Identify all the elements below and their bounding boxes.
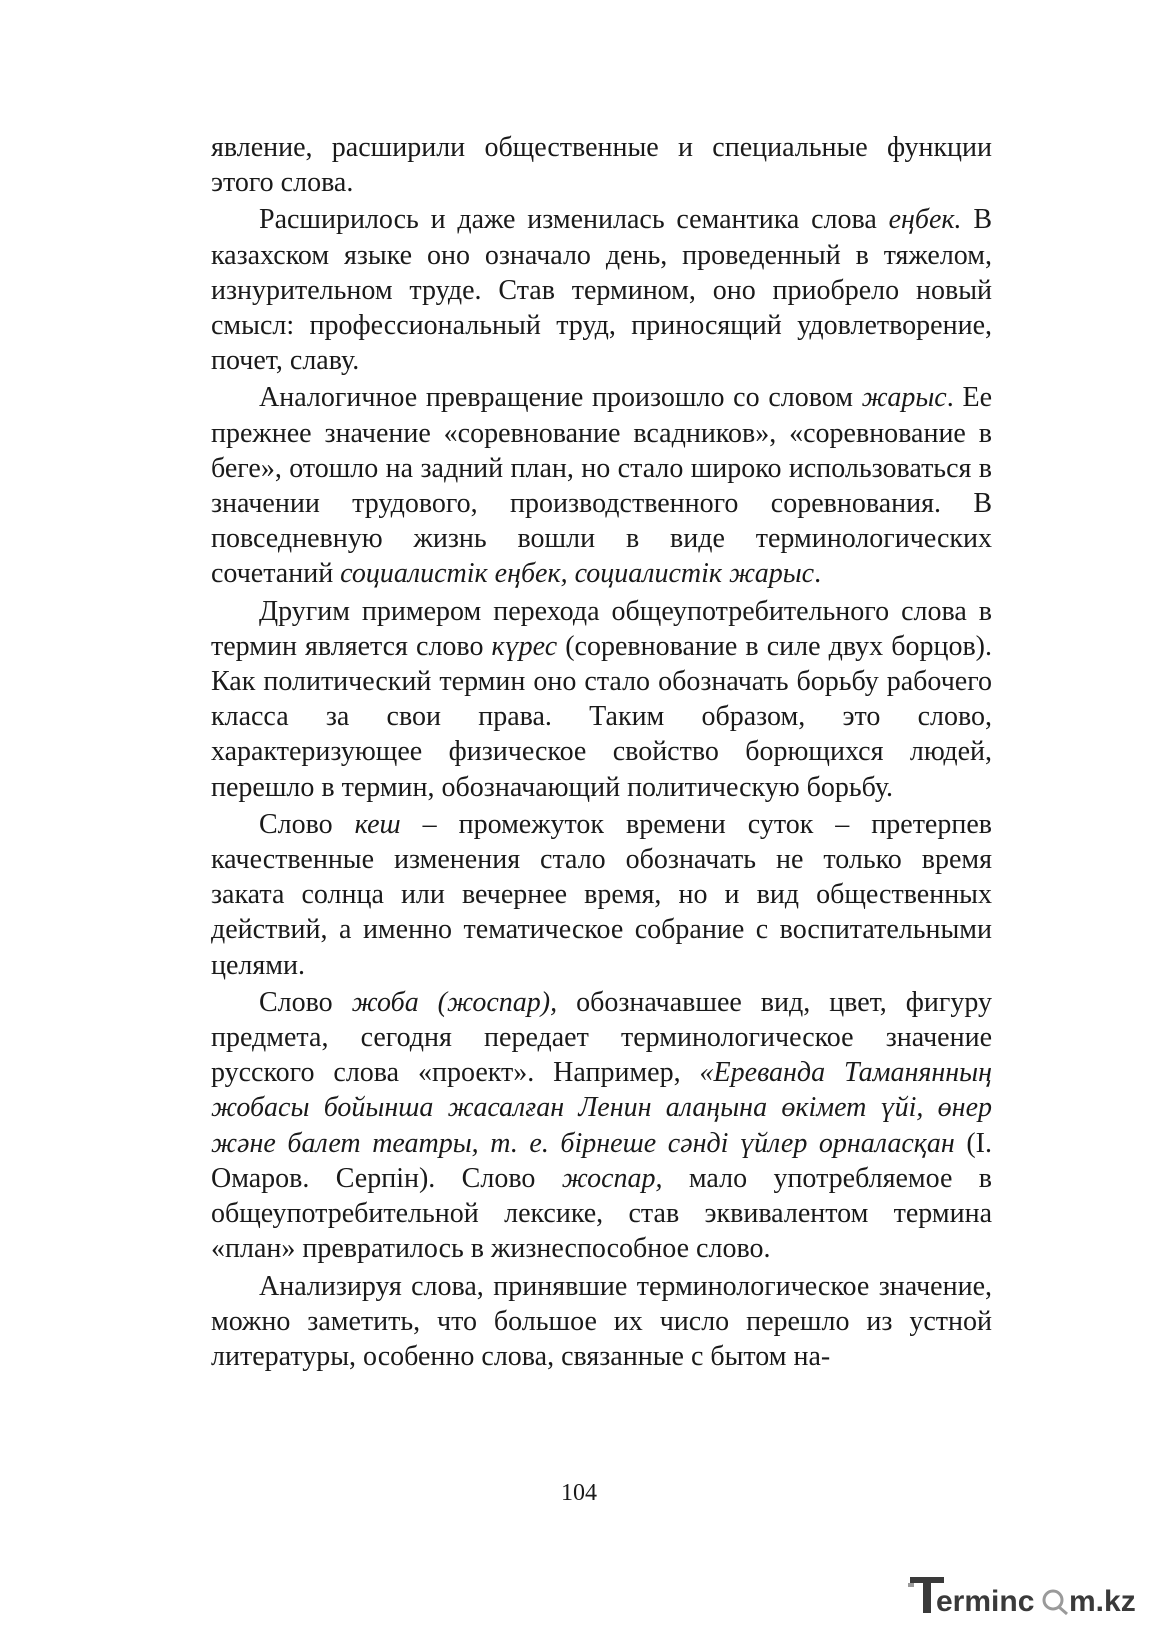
text-run: (І. Омаров. Серпін). Слово xyxy=(211,1127,992,1194)
text-run: явление, расширили общественные и специальные функции этого слова. xyxy=(211,132,992,199)
italic-term: жоспар, xyxy=(561,1162,663,1194)
italic-term: кеш xyxy=(354,808,401,840)
paragraph xyxy=(211,202,992,378)
text-run: – промежуток времени суток – претерпев качественные изменения стало обозначать не только время заката солнца или вечернее время, но и вид общественных действий, а именно тематическое собрание с воспитательными целями. xyxy=(211,808,992,981)
svg-text:m.kz: m.kz xyxy=(1069,1585,1136,1618)
text-run: обозначавшее вид, цвет, фигуру предмета, сегодня передает терминологическое значение русского слова «проект». Например, xyxy=(211,986,993,1089)
text-run: Слово xyxy=(259,986,352,1018)
svg-text:erminc: erminc xyxy=(936,1585,1035,1618)
text-run: Другим примером перехода общеупотребительного слова в термин является слово xyxy=(211,595,992,662)
text-run: В казахском языке оно означало день, проведенный в тяжелом, изнурительном труде. Став термином, оно приобрело новый смысл: профессиональный труд, приносящий удовлетворение, почет, славу. xyxy=(211,204,992,377)
text-run: (соревнование в силе двух борцов). Как политический термин оно стало обозначать борьбу рабочего класса за свои права. Таким образом, это слово, характеризующее физическое свойство борющихся людей, перешло в термин, обозначающий политическую борьбу. xyxy=(211,630,992,803)
italic-term: «Ереванда Таманянның жобасы бойынша жасалған Ленин алаңына өкімет үйі, өнер және балет театры, т. е. бірнеше сәнді үйлер орналасқан xyxy=(211,1057,992,1159)
paragraph xyxy=(211,985,992,1267)
paragraph xyxy=(211,380,992,591)
italic-term: жоба (жоспар), xyxy=(351,986,558,1018)
text-run: мало употребляемое в общеупотребительной лексике, став эквивалентом термина «план» превратилось в жизнеспособное слово. xyxy=(211,1162,992,1265)
paragraph xyxy=(211,130,992,200)
termincom-logo xyxy=(906,1569,1136,1625)
paragraph xyxy=(211,1269,992,1375)
italic-term: күрес xyxy=(491,630,558,662)
text-run: Аналогичное превращение произошло со словом xyxy=(259,382,862,414)
page-number: 104 xyxy=(561,1480,597,1506)
italic-term: социалистік еңбек, социалистік жарыс xyxy=(340,558,815,590)
text-run: Слово xyxy=(259,808,355,840)
text-run: . Ее прежнее значение «соревнование всадников», «соревнование в беге», отошло на задний план, но стало широко использоваться в значении трудового, производственного соревнования. В повседневную жизнь вошли в виде терминологических сочетаний xyxy=(211,382,993,590)
paragraph xyxy=(211,807,992,983)
main-text xyxy=(211,130,992,1376)
text-run: . xyxy=(814,558,822,590)
italic-term: жарыс xyxy=(861,382,947,414)
text-run: Анализируя слова, принявшие терминологическое значение, можно заметить, что большое их число перешло из устной литературы, особенно слова, связанные с бытом на- xyxy=(211,1270,992,1372)
italic-term: еңбек. xyxy=(888,204,962,236)
text-run: Расширилось и даже изменилась семантика слова xyxy=(259,204,889,236)
paragraph xyxy=(211,594,992,805)
